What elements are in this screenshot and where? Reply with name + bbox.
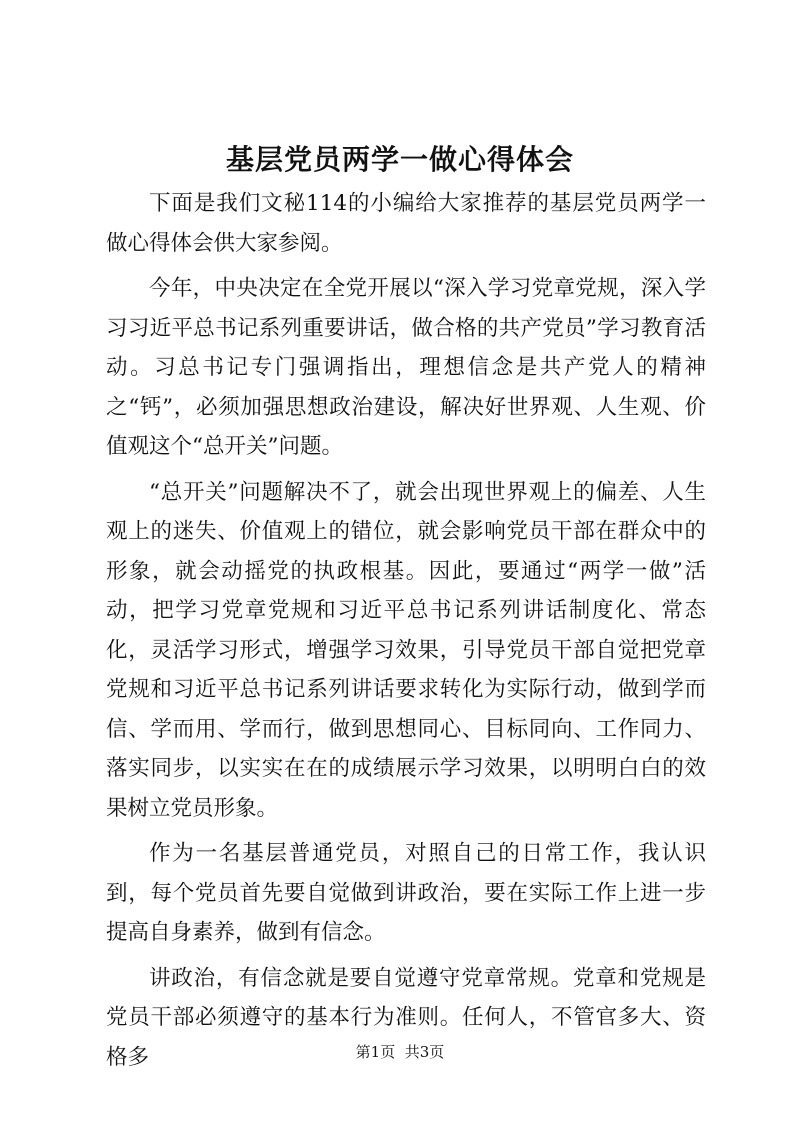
paragraph-personal-reflection: 作为一名基层普通党员，对照自己的日常工作，我认识到，每个党员首先要自觉做到讲政治，要在实际工作上进一步提高自身素养，做到有信念。	[106, 841, 706, 945]
paragraph-master-switch: “总开关”问题解决不了，就会出现世界观上的偏差、人生观上的迷失、价值观上的错位，就会影响党员干部在群众中的形象，就会动摇党的执政根基。因此，要通过“两学一做”活动，把学习党章党规和习近平总书记系列讲话制度化、常态化，灵活学习形式，增强学习效果，引导党员干部自觉把党章党规和习近平总书记系列讲话要求转化为实际行动，做到学而信、学而用、学而行，做到思想同心、目标同向、工作同力、落实同步，以实实在在的成绩展示学习效果，以明明白白的效果树立党员形象。	[106, 479, 706, 821]
page-footer	[0, 1042, 800, 1062]
page-total: 共3页	[404, 1043, 445, 1061]
footer-spacer	[395, 1043, 405, 1061]
paragraph-background: 今年，中央决定在全党开展以“深入学习党章党规，深入学习习近平总书记系列重要讲话，做合格的共产党员”学习教育活动。习总书记专门强调指出，理想信念是共产党人的精神之“钙”，必须加强思想政治建设，解决好世界观、人生观、价值观这个“总开关”问题。	[106, 276, 706, 459]
paragraph-intro: 下面是我们文秘114的小编给大家推荐的基层党员两学一做心得体会供大家参阅。	[106, 191, 706, 256]
document-title: 基层党员两学一做心得体会	[225, 143, 574, 176]
document-body	[106, 184, 706, 1083]
paragraph-politics: 讲政治，有信念就是要自觉遵守党章常规。党章和党规是党员干部必须遵守的基本行为准则。任何人，不管官多大、资格多	[106, 965, 706, 1070]
page-number: 第1页	[355, 1043, 396, 1061]
